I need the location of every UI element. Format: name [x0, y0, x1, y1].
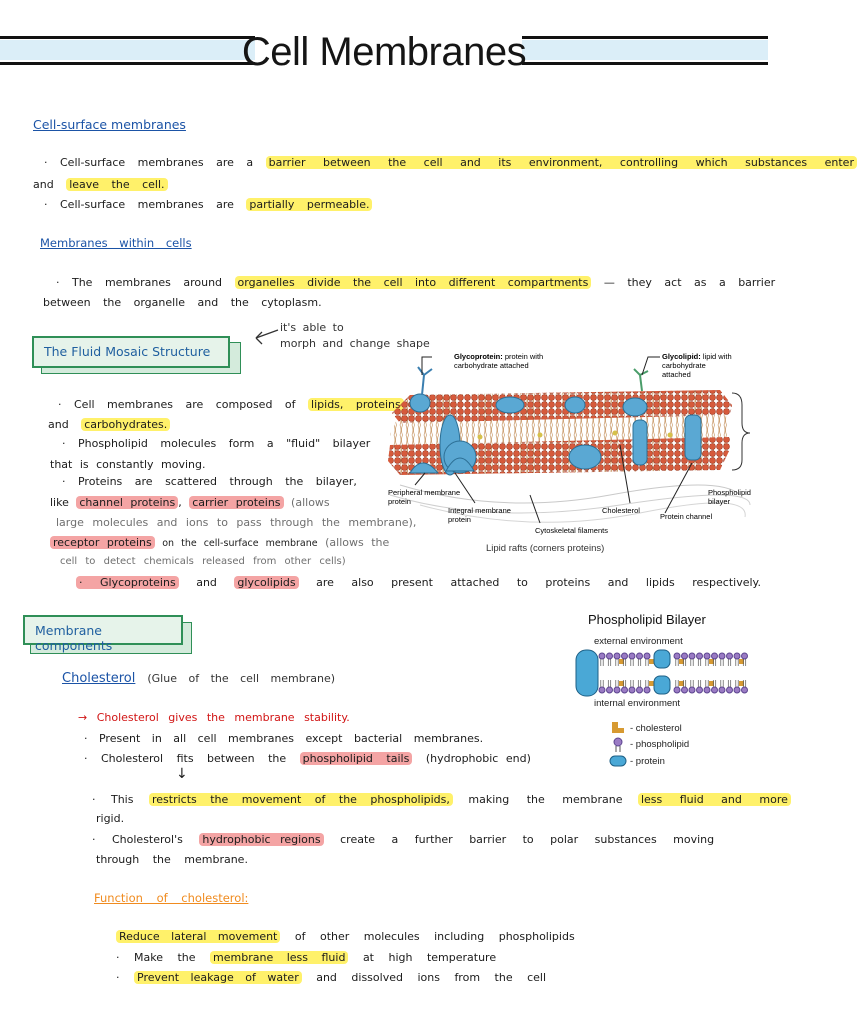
cholesterol-icon: [613, 431, 618, 436]
highlight: membrane less fluid: [210, 951, 348, 964]
text-line: [92, 793, 791, 806]
text-line: [116, 930, 575, 943]
cholesterol-icon: [612, 722, 624, 733]
phospholipid-head: [734, 687, 740, 693]
section-heading-fluid-mosaic: [32, 336, 230, 368]
label-bold: Glycolipid:: [662, 352, 701, 361]
phospholipid-tail: [728, 659, 730, 666]
phospholipid-head: [629, 653, 635, 659]
phospholipid-head: [727, 687, 733, 693]
highlight: partially permeable.: [246, 198, 372, 211]
phospholipid-tail: [736, 680, 738, 687]
text-line: that is constantly moving.: [50, 458, 206, 471]
text-line: [48, 418, 170, 431]
text-line: [50, 496, 330, 509]
phospholipid-head: [637, 687, 643, 693]
label: Phospholipid: [708, 488, 751, 497]
phospholipid-head: [637, 653, 643, 659]
phospholipid-tail: [706, 680, 708, 687]
phospholipid-tail: [698, 680, 700, 687]
text: · Cholesterol fits between the: [84, 752, 287, 765]
text: · Cell membranes are composed of: [58, 398, 296, 411]
phospholipid-head: [614, 687, 620, 693]
text: · Cell-surface membranes are: [44, 198, 234, 211]
phospholipid-head: [644, 653, 650, 659]
phospholipid-head: [607, 653, 613, 659]
cholesterol-heading: Cholesterol: [62, 671, 136, 686]
heading-text: Membrane components: [35, 623, 113, 653]
text-line: [92, 833, 714, 846]
text-line: [44, 198, 372, 211]
label: protein: [448, 515, 471, 524]
highlight: restricts the movement of the phospholipids,: [149, 793, 453, 806]
text: (Glue of the cell membrane): [147, 672, 336, 685]
phospholipid-head: [607, 687, 613, 693]
text: making the membrane: [468, 793, 623, 806]
diagram-title: Phospholipid Bilayer: [588, 612, 706, 627]
label: carbohydrate attached: [454, 361, 529, 370]
phospholipid-head: [599, 687, 605, 693]
phospholipid-head: [704, 687, 710, 693]
heading-text: The Fluid Mosaic Structure: [44, 344, 211, 359]
phospholipid-tail: [721, 680, 723, 687]
text: · Cell-surface membranes are a: [44, 156, 254, 169]
channel-protein-icon: [633, 420, 647, 465]
phospholipid-head: [689, 653, 695, 659]
phospholipid-tail: [691, 680, 693, 687]
phospholipid-head: [682, 653, 688, 659]
diagram-label-bottom: internal environment: [594, 698, 681, 709]
phospholipid-head: [697, 653, 703, 659]
text: like: [50, 496, 69, 509]
text-line: between the organelle and the cytoplasm.: [43, 296, 322, 309]
highlight-pink: glycolipids: [234, 576, 298, 589]
leader-line: [415, 473, 425, 485]
note: morph and change shape: [280, 337, 430, 350]
label: attached: [662, 370, 691, 379]
phospholipid-head: [674, 687, 680, 693]
protein-icon: [569, 445, 601, 469]
label: protein with: [504, 352, 544, 361]
phospholipid-tail: [728, 680, 730, 687]
phospholipid-head: [622, 687, 628, 693]
text: ,: [178, 496, 182, 509]
label: protein: [388, 497, 411, 506]
phospholipid-tail: [601, 680, 603, 687]
highlight-pink: phospholipid tails: [300, 752, 413, 765]
cholesterol-icon: [478, 435, 483, 440]
phospholipid-tail: [608, 659, 610, 666]
phospholipid-tail: [631, 680, 633, 687]
highlight: lipids, proteins: [308, 398, 404, 411]
diagram-label-top: external environment: [594, 636, 683, 647]
cholesterol-icon: [649, 659, 654, 664]
bilayer-row-top: [599, 653, 748, 666]
phospholipid-tail: [616, 659, 618, 666]
text: create a further barrier to polar substances moving: [340, 833, 715, 846]
function-heading: Function of cholesterol:: [94, 891, 249, 905]
phospholipid-head: [689, 687, 695, 693]
text: (hydrophobic end): [425, 752, 531, 765]
text: and: [48, 418, 69, 431]
text: — they act as a barrier: [603, 276, 776, 289]
text-line: [84, 752, 531, 765]
label: lipid with: [702, 352, 732, 361]
phospholipid-tail: [736, 659, 738, 666]
phospholipid-tail: [646, 659, 648, 666]
text: and: [33, 178, 54, 191]
text-line: → Cholesterol gives the membrane stability.: [78, 711, 350, 724]
arrow-down-icon: ↓: [176, 766, 188, 782]
note: it's able to: [280, 321, 344, 334]
highlight: carbohydrates.: [81, 418, 170, 431]
phospholipid-head: [734, 653, 740, 659]
section-heading-cell-surface: Cell-surface membranes: [33, 117, 186, 132]
channel-protein-icon: [685, 415, 701, 460]
label: bilayer: [708, 497, 731, 506]
phospholipid-head: [719, 653, 725, 659]
phospholipid-head: [719, 687, 725, 693]
highlight-pink: carrier proteins: [189, 496, 283, 509]
protein-icon: [623, 398, 647, 416]
highlight: Prevent leakage of water: [134, 971, 302, 984]
bilayer-bracket: [732, 393, 750, 470]
label-bold: Glycoprotein:: [454, 352, 503, 361]
protein-icon: [496, 397, 524, 413]
phospholipid-head: [614, 653, 620, 659]
phospholipid-tail: [676, 680, 678, 687]
text-line: · Present in all cell membranes except bacterial membranes.: [84, 732, 484, 745]
phospholipid-tail: [698, 659, 700, 666]
text-line: [76, 576, 761, 589]
cholesterol-icon: [649, 681, 654, 686]
text-line: cell to detect chemicals released from other cells): [60, 556, 346, 567]
phospholipid-tail: [646, 680, 648, 687]
text-line: [116, 971, 546, 984]
phospholipid-head: [712, 687, 718, 693]
phospholipid-head: [644, 687, 650, 693]
text-line: [33, 178, 168, 191]
glycolipid-chain-icon: [634, 369, 648, 391]
handwritten-note: Lipid rafts (corners proteins): [486, 543, 605, 554]
phospholipid-head: [697, 687, 703, 693]
text-line: · Proteins are scattered through the bilayer,: [62, 475, 357, 488]
label: Cytoskeletal filaments: [535, 526, 608, 535]
protein-icon: [565, 397, 585, 413]
text: · The membranes around: [56, 276, 223, 289]
text: (allows the: [325, 536, 390, 549]
phospholipid-tail: [616, 746, 620, 752]
protein-icon: [576, 650, 598, 696]
text-line: [56, 276, 775, 289]
phospholipid-head: [704, 653, 710, 659]
cholesterol-icon: [538, 433, 543, 438]
legend-protein: - protein: [630, 756, 665, 767]
highlight: organelles divide the cell into different compartments: [235, 276, 592, 289]
highlight: leave the cell.: [66, 178, 167, 191]
highlight-pink: receptor proteins: [50, 536, 155, 549]
phospholipid-head: [742, 653, 748, 659]
phospholipid-tail: [638, 659, 640, 666]
text-line: large molecules and ions to pass through the membrane),: [56, 516, 417, 529]
label-glycolipid: [662, 352, 732, 361]
text-line: [44, 156, 857, 169]
text-line: [116, 951, 496, 964]
highlight: Reduce lateral movement: [116, 930, 280, 943]
phospholipid-tail: [616, 680, 618, 687]
phospholipid-head: [674, 653, 680, 659]
text: at high temperature: [362, 951, 497, 964]
text: · Cholesterol's: [92, 833, 183, 846]
text: are also present attached to proteins and lipids respectively.: [316, 576, 761, 589]
phospholipid-tail: [608, 680, 610, 687]
text: · Make the: [116, 951, 196, 964]
phospholipid-tail: [631, 659, 633, 666]
protein-icon: [410, 394, 430, 412]
legend-phospholipid: - phospholipid: [630, 739, 690, 750]
phospholipid-tail: [676, 659, 678, 666]
text-line: [58, 398, 404, 411]
label: carbohydrate: [662, 361, 706, 370]
text-line: · Phospholipid molecules form a "fluid" bilayer: [62, 437, 371, 450]
text: and: [196, 576, 217, 589]
phospholipid-head: [629, 687, 635, 693]
text: · This: [92, 793, 134, 806]
highlight: barrier between the cell and its environment, controlling which substances enter: [266, 156, 857, 169]
phospholipid-head: [622, 653, 628, 659]
label: Cholesterol: [602, 506, 640, 515]
phospholipid-tail: [706, 659, 708, 666]
phospholipid-tail: [721, 659, 723, 666]
text-line: [50, 536, 389, 549]
phospholipid-head: [742, 687, 748, 693]
protein-icon: [654, 676, 670, 694]
legend-cholesterol: - cholesterol: [630, 723, 682, 734]
highlight: less fluid and more: [638, 793, 791, 806]
page-title: Cell Membranes: [241, 30, 527, 74]
cholesterol-icon: [668, 433, 673, 438]
protein-icon: [654, 650, 670, 668]
label: Integral membrane: [448, 506, 511, 515]
arrow-icon: [252, 326, 282, 350]
highlight-pink: · Glycoproteins: [76, 576, 179, 589]
text: and dissolved ions from the cell: [316, 971, 547, 984]
text: (allows: [291, 496, 330, 509]
label: Protein channel: [660, 512, 713, 521]
text: on the cell-surface membrane: [162, 538, 318, 549]
phospholipid-tail: [691, 659, 693, 666]
protein-icon: [610, 756, 626, 766]
phospholipid-head: [727, 653, 733, 659]
leader-line: [530, 495, 540, 523]
phospholipid-tail: [601, 659, 603, 666]
highlight-pink: channel proteins: [76, 496, 178, 509]
phospholipid-icon: [614, 738, 622, 746]
fluid-mosaic-diagram: [380, 345, 765, 560]
bilayer-row-bottom: [599, 680, 748, 693]
phospholipid-head: [682, 687, 688, 693]
bullet: ·: [116, 971, 120, 984]
glycoprotein-chain-icon: [418, 367, 432, 395]
label: Peripheral membrane: [388, 488, 461, 497]
phospholipid-head: [712, 653, 718, 659]
text-line: rigid.: [96, 812, 125, 825]
label-glycoprotein: [454, 352, 543, 361]
phospholipid-tail: [638, 680, 640, 687]
phospholipid-bilayer-diagram: [570, 606, 760, 776]
text-line: through the membrane.: [96, 853, 248, 866]
section-heading-within-cells: Membranes within cells: [40, 236, 192, 250]
text: of other molecules including phospholipids: [294, 930, 575, 943]
highlight-pink: hydrophobic regions: [199, 833, 323, 846]
section-heading-components: [23, 615, 183, 653]
phospholipid-head: [599, 653, 605, 659]
subheading-line: [62, 670, 335, 686]
